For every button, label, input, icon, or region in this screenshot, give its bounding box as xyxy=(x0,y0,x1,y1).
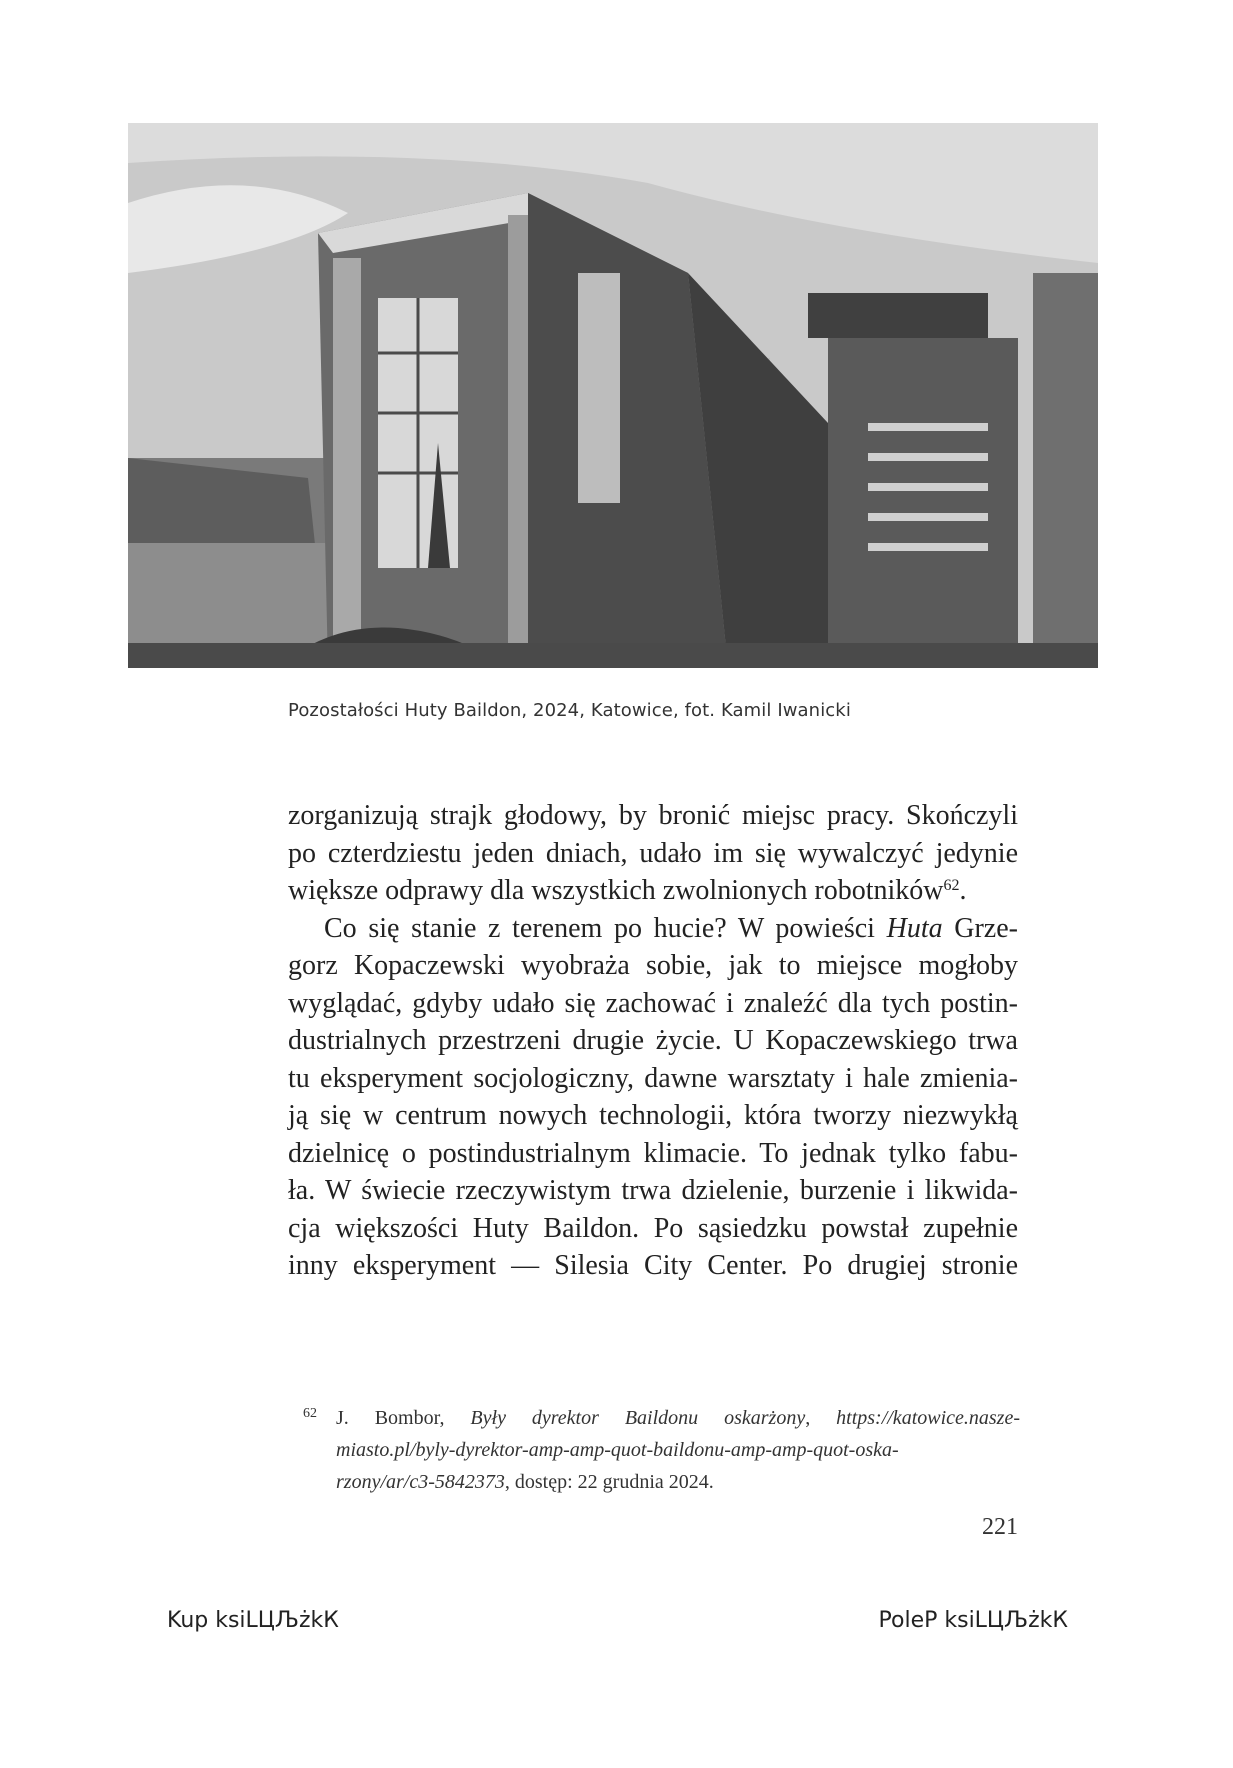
footnote-access-date: , dostęp: 22 grudnia 2024. xyxy=(504,1471,714,1493)
body-text xyxy=(288,797,1018,1285)
body-line: tu eksperyment socjologiczny, dawne warsztaty i hale zmienia- xyxy=(288,1062,1018,1094)
body-line: ją się w centrum nowych technologii, która tworzy niezwykłą xyxy=(288,1100,1018,1131)
footnote xyxy=(305,1402,1020,1498)
footnote-url[interactable]: rzony/ar/c3-5842373 xyxy=(336,1471,505,1493)
footnote-body xyxy=(336,1402,1020,1498)
building-photo-image xyxy=(128,123,1098,668)
body-line: wyglądać, gdyby udało się zachować i znaleźć dla tych postin- xyxy=(288,987,1018,1019)
body-line: dustrialnych przestrzeni drugie życie. U Kopaczewskiego trwa xyxy=(288,1025,1018,1056)
footnote-url[interactable]: https://katowice.nasze- xyxy=(836,1407,1020,1429)
footnote-author: J. Bombor, xyxy=(336,1407,471,1429)
body-line: inny eksperyment — Silesia City Center. Po drugiej stronie xyxy=(288,1250,1018,1281)
body-line-text: Grze- xyxy=(942,912,1018,944)
body-line: dzielnicę o postindustrialnym klimacie. To jednak tylko fabu- xyxy=(288,1137,1018,1169)
body-line-text: większe odprawy dla wszystkich zwolnionych robotników xyxy=(288,875,944,906)
footer-recommend-book-link[interactable]: PoleP ksiLЦЉżkК xyxy=(878,1608,1068,1633)
footer-buy-book-link[interactable]: Kup ksiLЦЉżkК xyxy=(167,1608,339,1633)
footnote-line xyxy=(336,1466,1020,1498)
photo-caption: Pozostałości Huty Baildon, 2024, Katowice, fot. Kamil Iwanicki xyxy=(288,700,851,721)
body-line: gorz Kopaczewski wyobraża sobie, jak to miejsce mogłoby xyxy=(288,950,1018,981)
footnote-url[interactable]: miasto.pl/byly-dyrektor-amp-amp-quot-baildonu-amp-amp-quot-oska- xyxy=(336,1439,899,1461)
body-line: zorganizują strajk głodowy, by bronić miejsc pracy. Skończyli xyxy=(288,800,1018,831)
building-photo xyxy=(128,123,1098,668)
body-line-text: Co się stanie z terenem po hucie? W powieści xyxy=(324,912,887,944)
footnote-title: Były dyrektor Baildonu oskarżony xyxy=(470,1407,806,1429)
body-line xyxy=(288,872,1018,910)
footnote-line xyxy=(336,1434,1020,1466)
footnote-reference[interactable]: 62 xyxy=(943,877,960,894)
footnote-mark: 62 xyxy=(303,1406,317,1421)
book-title: Huta xyxy=(886,912,943,944)
body-line-end: . xyxy=(959,875,967,906)
page-number: 221 xyxy=(982,1514,1018,1540)
footnote-separator: , xyxy=(805,1407,837,1429)
footnote-line xyxy=(336,1402,1020,1434)
body-line: ła. W świecie rzeczywistym trwa dzielenie, burzenie i likwida- xyxy=(288,1175,1018,1206)
body-line xyxy=(288,910,1018,948)
body-line: cja większości Huty Baildon. Po sąsiedzku powstał zupełnie xyxy=(288,1212,1018,1244)
body-line: po czterdziestu jeden dniach, udało im się wywalczyć jedynie xyxy=(288,837,1018,869)
